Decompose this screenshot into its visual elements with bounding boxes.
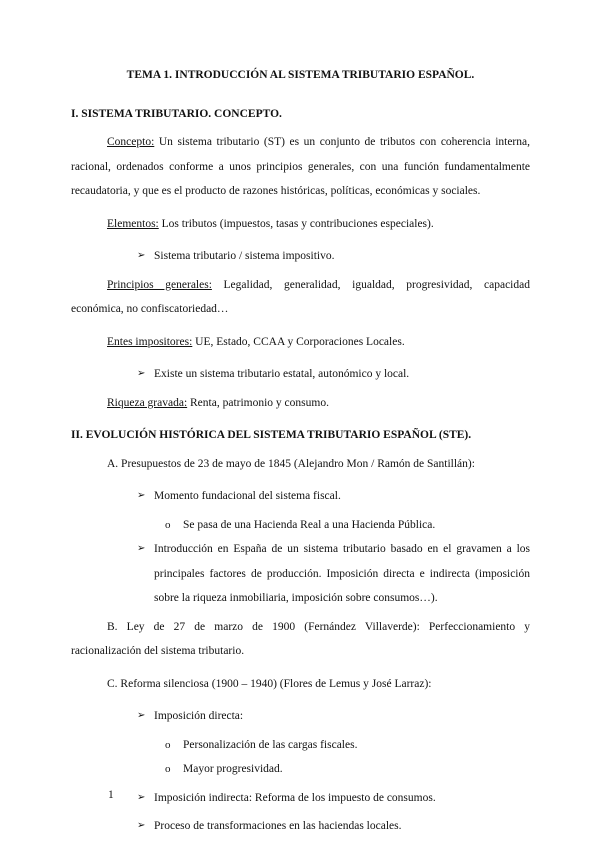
a-bullet-1-text: Momento fundacional del sistema fiscal. <box>154 490 341 502</box>
c-sub-1-text: Personalización de las cargas fiscales. <box>183 738 358 751</box>
list-item <box>71 537 530 611</box>
arrow-bullet-icon: ➢ <box>137 820 146 831</box>
principios-paragraph <box>71 273 530 322</box>
section-a-paragraph: A. Presupuestos de 23 de mayo de 1845 (Alejandro Mon / Ramón de Santillán): <box>107 457 475 470</box>
elementos-bullet-text: Sistema tributario / sistema impositivo. <box>154 250 335 262</box>
c-bullet-3-text: Proceso de transformaciones en las haciendas locales. <box>154 820 402 832</box>
list-item <box>71 244 530 269</box>
c-bullet-2-text: Imposición indirecta: Reforma de los impuesto de consumos. <box>154 791 436 804</box>
list-item <box>71 814 530 839</box>
entes-paragraph <box>71 330 530 355</box>
concepto-paragraph <box>71 130 530 204</box>
riqueza-label: Riqueza gravada: <box>107 396 188 409</box>
a-sub-1-text: Se pasa de una Hacienda Real a una Hacienda Pública. <box>183 518 436 531</box>
page-content <box>71 63 530 843</box>
elementos-text: Los tributos (impuestos, tasas y contribuciones especiales). <box>158 217 434 230</box>
sub-list-item <box>71 513 530 538</box>
entes-label: Entes impositores: <box>107 335 193 348</box>
circle-bullet-icon: o <box>165 763 171 775</box>
entes-text: UE, Estado, CCAA y Corporaciones Locales. <box>192 335 405 348</box>
document-title: TEMA 1. INTRODUCCIÓN AL SISTEMA TRIBUTARIO ESPAÑOL. <box>126 69 475 81</box>
list-item <box>71 362 530 387</box>
c-sub-2-text: Mayor progresividad. <box>183 763 283 775</box>
arrow-bullet-icon: ➢ <box>137 710 146 721</box>
arrow-bullet-icon: ➢ <box>137 490 146 501</box>
elementos-label: Elementos: <box>107 217 159 230</box>
riqueza-text: Renta, patrimonio y consumo. <box>187 396 329 409</box>
page-number: 1 <box>108 789 114 801</box>
arrow-bullet-icon: ➢ <box>137 368 146 379</box>
arrow-bullet-icon: ➢ <box>137 543 146 554</box>
section-2-heading: II. EVOLUCIÓN HISTÓRICA DEL SISTEMA TRIBUTARIO ESPAÑOL (STE). <box>71 429 472 441</box>
list-item <box>71 786 530 811</box>
riqueza-paragraph <box>71 391 530 416</box>
section-1-heading: I. SISTEMA TRIBUTARIO. CONCEPTO. <box>71 107 282 120</box>
elementos-paragraph <box>71 212 530 237</box>
list-item <box>71 704 530 729</box>
circle-bullet-icon: o <box>165 518 171 531</box>
section-c-paragraph: C. Reforma silenciosa (1900 – 1940) (Flores de Lemus y José Larraz): <box>107 677 432 690</box>
c-bullet-1-text: Imposición directa: <box>154 710 244 722</box>
arrow-bullet-icon: ➢ <box>137 250 146 261</box>
sub-list-item <box>71 757 530 782</box>
concepto-label: Concepto: <box>107 136 155 148</box>
arrow-bullet-icon: ➢ <box>137 791 146 803</box>
section-b-paragraph: B. Ley de 27 de marzo de 1900 (Fernández Villaverde): Perfeccionamiento y racionalización del sistema tributario. <box>71 620 530 657</box>
circle-bullet-icon: o <box>165 738 171 751</box>
principios-text: Legalidad, generalidad, igualdad, progresividad, capacidad económica, no confiscatoriedad… <box>71 278 530 315</box>
sub-list-item <box>71 733 530 758</box>
a-bullet-2-text: Introducción en España de un sistema tributario basado en el gravamen a los principales factores de producción. Imposición directa e indirecta (imposición sobre la riqueza inmobiliaria, imposición sobre consumos…). <box>154 543 530 604</box>
entes-bullet-text: Existe un sistema tributario estatal, autonómico y local. <box>154 368 410 380</box>
list-item <box>71 484 530 509</box>
principios-label: Principios generales: <box>107 278 212 291</box>
concepto-text: Un sistema tributario (ST) es un conjunto de tributos con coherencia interna, racional, ordenados conforme a unos principios generales, con una función fundamentalmente recaudatoria, y que es el producto de razones históricas, políticas, económicas y sociales. <box>71 136 530 197</box>
